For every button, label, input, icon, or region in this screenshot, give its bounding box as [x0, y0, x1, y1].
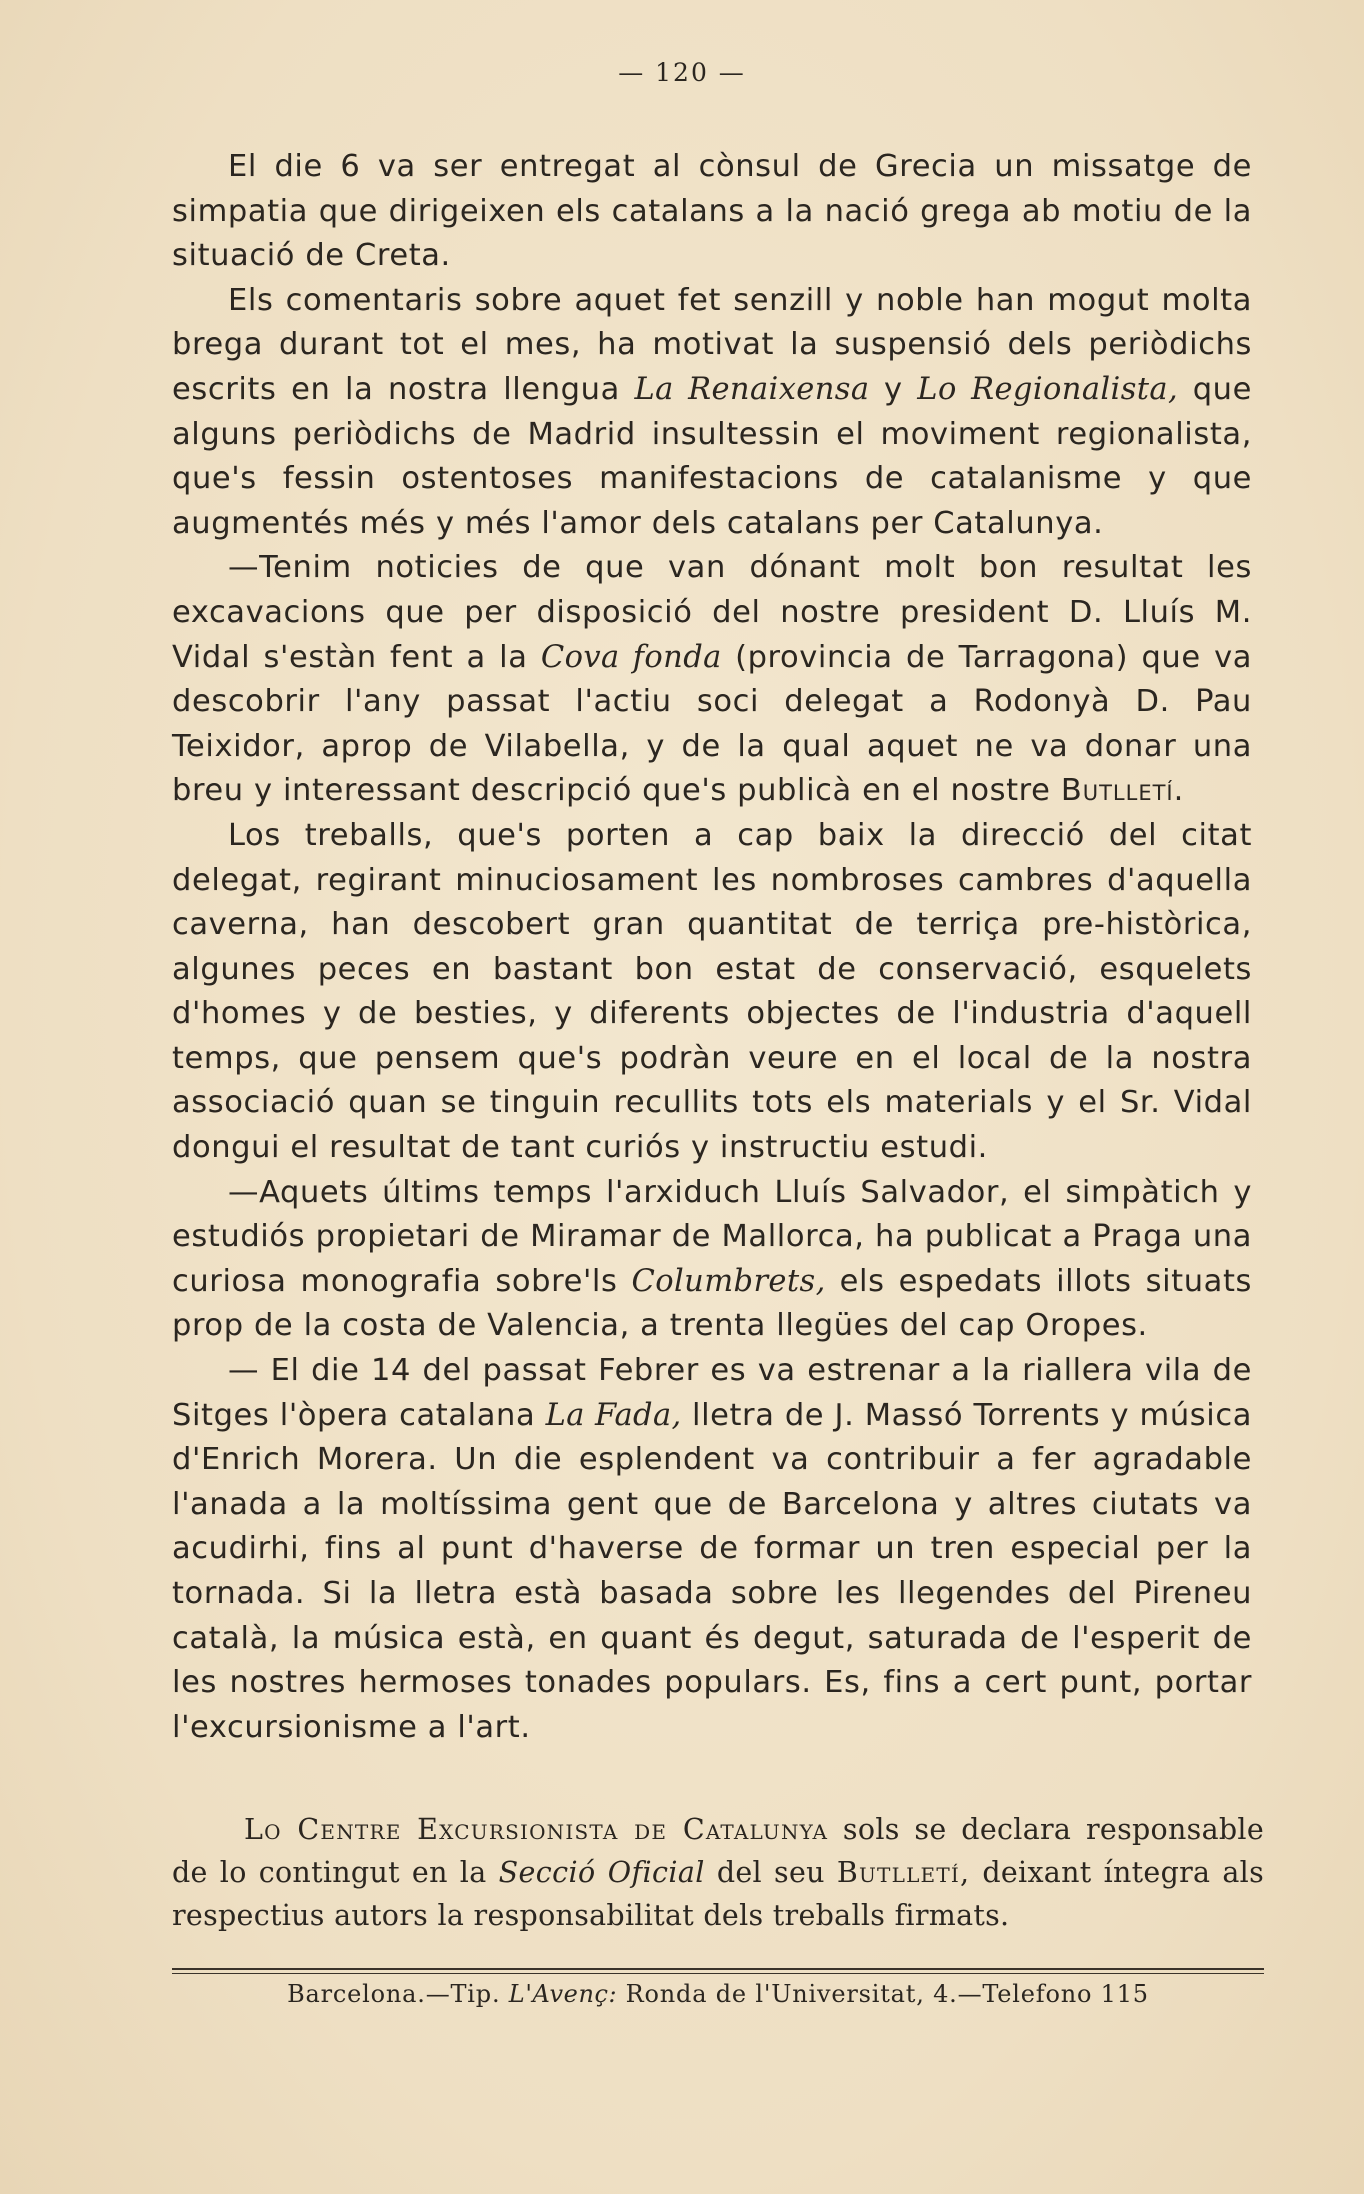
paragraph-archduke-text-1: —Aquets últims temps l'arxiduch Lluís Salvador, el simpàtich y estudiós propietari de Miramar de Mallorca, ha publicat a Praga una curiosa monografia sobre'ls [172, 1174, 1252, 1299]
printer-footer [172, 1980, 1264, 2008]
footer-text-2: Ronda de l'Universitat, 4.—Telefono 115 [617, 1980, 1149, 2008]
paragraph-opera [172, 1349, 1252, 1750]
footer-rule-bottom [172, 1973, 1264, 1974]
paragraph-opera-text-1: — El die 14 del passat Febrer es va estrenar a la riallera vila de Sitges l'òpera catalana [172, 1353, 1252, 1433]
butlleti-smallcaps: Butlletí. [1060, 773, 1185, 809]
paragraph-comments-text-3: que alguns periòdichs de Madrid insultessin el moviment regionalista, que's fessin ostentoses manifestacions de catalanisme y que augmentés més y més l'amor dels catalans per Catalunya. [172, 371, 1252, 541]
paragraph-excavations-text-2: (provincia de Tarragona) que va descobrir l'any passat l'actiu soci delegat a Rodonyà D. Pau Teixidor, aprop de Vilabella, y de la qual aquet ne va donar una breu y interessant descripció que's publicà en el nostre [172, 639, 1253, 809]
notice-text-3: deixant íntegra als respectius autors la responsabilitat dels treballs firmats. [172, 1856, 1265, 1932]
paragraph-comments-text-2: y [869, 371, 918, 407]
footer-rule-top [172, 1968, 1264, 1970]
opera-title-la-fada: La Fada, [545, 1397, 682, 1433]
notice-butlleti: Butlletí, [836, 1856, 971, 1889]
page-number: — 120 — [618, 58, 746, 87]
notice-text-2: del seu [704, 1856, 837, 1889]
paragraph-comments-text-1: Els comentaris sobre aquet fet senzill y noble han mogut molta brega durant tot el mes, ha motivat la suspensió dels periòdichs escrits en la nostra llengua [172, 282, 1252, 407]
paragraph-greece: El die 6 va ser entregat al cònsul de Grecia un missatge de simpatia que dirigeixen els catalans a la nació grega ab motiu de la situació de Creta. [172, 149, 1252, 274]
paragraph-excavations [172, 546, 1252, 814]
newspaper-title-regionalista: Lo Regionalista, [917, 371, 1179, 407]
disclaimer-notice [172, 1808, 1264, 1937]
newspaper-title-renaixensa: La Renaixensa [634, 371, 870, 407]
footer-text-1: Barcelona.—Tip. [287, 1980, 509, 2008]
notice-text-1: sols se declara responsable de lo contingut en la [172, 1813, 1264, 1889]
paragraph-opera-text-2: lletra de J. Massó Torrents y música d'Enrich Morera. Un die esplendent va contribuir a fer agradable l'anada a la moltíssima gent que de Barcelona y altres ciutats va acudirhi, fins al punt d'haverse de formar un tren especial per la tornada. Si la lletra està basada sobre les llegendes del Pireneu català, la música està, en quant és degut, saturada de l'esperit de les nostres hermoses tonades populars. Es, fins a cert punt, portar l'excursionisme a l'art. [172, 1397, 1253, 1745]
notice-organization: Lo Centre Excursionista de Catalunya [244, 1813, 829, 1846]
paragraph-works: Los treballs, que's porten a cap baix la direcció del citat delegat, regirant minuciosament les nombroses cambres d'aquella caverna, han descobert gran quantitat de terriça pre-històrica, algunes peces en bastant bon estat de conservació, esquelets d'homes y de besties, y diferents objectes de l'industria d'aquell temps, que pensem que's podràn veure en el local de la nostra associació quan se tinguin recullits tots els materials y el Sr. Vidal dongui el resultat de tant curiós y instructiu estudi. [172, 817, 1252, 1166]
article-body [172, 145, 1252, 1750]
paragraph-comments [172, 279, 1252, 547]
place-name-columbrets: Columbrets, [631, 1263, 826, 1299]
notice-seccio-oficial: Secció Oficial [498, 1856, 705, 1889]
cave-name-cova-fonda: Cova fonda [540, 639, 722, 675]
footer-printer-name: L'Avenç: [508, 1980, 618, 2008]
paragraph-excavations-text-1: —Tenim noticies de que van dónant molt bon resultat les excavacions que per disposició del nostre president D. Lluís M. Vidal s'estàn fent a la [172, 550, 1252, 675]
paragraph-archduke [172, 1171, 1252, 1349]
paragraph-archduke-text-2: els espedats illots situats prop de la costa de Valencia, a trenta llegües del cap Oropes. [172, 1263, 1253, 1344]
